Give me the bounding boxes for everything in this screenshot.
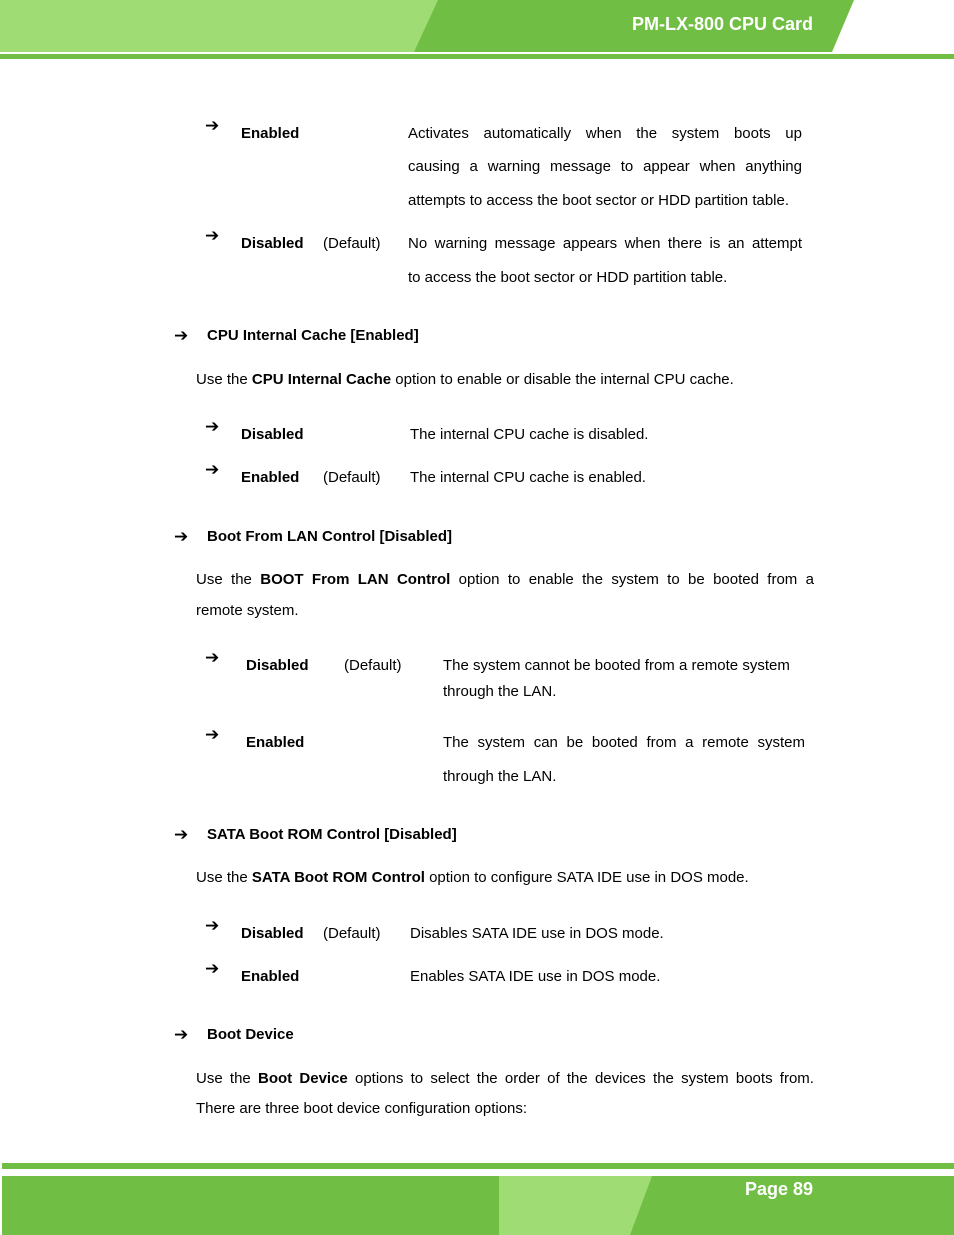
- section-intro: Use the CPU Internal Cache option to enable or disable the internal CPU cache.: [196, 371, 734, 388]
- arrow-icon: ➔: [205, 226, 220, 245]
- option-label: Enabled: [241, 469, 300, 486]
- default-tag: (Default): [344, 657, 402, 674]
- option-description: through the LAN.: [443, 768, 557, 785]
- footer-rule: [2, 1163, 954, 1169]
- option-label: Enabled: [241, 125, 300, 142]
- arrow-icon: ➔: [205, 725, 220, 744]
- option-label: Disabled: [241, 426, 304, 443]
- option-description: The internal CPU cache is enabled.: [410, 469, 646, 486]
- header-rule: [0, 54, 954, 59]
- option-label: Disabled: [241, 925, 304, 942]
- default-tag: (Default): [323, 235, 381, 252]
- option-description: Enables SATA IDE use in DOS mode.: [410, 968, 661, 985]
- footer-band-light: [499, 1176, 652, 1235]
- option-description: causing a warning message to appear when anything: [408, 158, 802, 175]
- section-intro: Use the SATA Boot ROM Control option to configure SATA IDE use in DOS mode.: [196, 869, 749, 886]
- option-description: Disables SATA IDE use in DOS mode.: [410, 925, 664, 942]
- option-label: Disabled: [246, 657, 309, 674]
- option-label: Enabled: [241, 968, 300, 985]
- option-description: The internal CPU cache is disabled.: [410, 426, 649, 443]
- section-intro: Use the BOOT From LAN Control option to enable the system to be booted from a: [196, 571, 814, 588]
- arrow-icon: ➔: [205, 916, 220, 935]
- section-intro: Use the Boot Device options to select the order of the devices the system boots from.: [196, 1070, 814, 1087]
- arrow-icon: ➔: [205, 959, 220, 978]
- option-description: to access the boot sector or HDD partition table.: [408, 269, 728, 286]
- section-intro: There are three boot device configuration options:: [196, 1100, 528, 1117]
- option-description: Activates automatically when the system boots up: [408, 125, 802, 142]
- arrow-icon: ➔: [205, 116, 220, 135]
- arrow-icon: ➔: [205, 648, 220, 667]
- default-tag: (Default): [323, 925, 381, 942]
- section-heading: Boot From LAN Control [Disabled]: [207, 528, 452, 545]
- option-label: Enabled: [246, 734, 305, 751]
- option-description: No warning message appears when there is an attempt: [408, 235, 802, 252]
- option-label: Disabled: [241, 235, 304, 252]
- default-tag: (Default): [323, 469, 381, 486]
- option-description: The system can be booted from a remote system: [443, 734, 805, 751]
- arrow-icon: ➔: [205, 460, 220, 479]
- option-description: through the LAN.: [443, 683, 557, 700]
- section-heading: Boot Device: [207, 1026, 294, 1043]
- option-description: attempts to access the boot sector or HDD partition table.: [408, 192, 790, 209]
- section-heading: CPU Internal Cache [Enabled]: [207, 327, 419, 344]
- arrow-icon: ➔: [174, 1025, 189, 1044]
- arrow-icon: ➔: [205, 417, 220, 436]
- arrow-icon: ➔: [174, 326, 189, 345]
- arrow-icon: ➔: [174, 825, 189, 844]
- header-band-light: [0, 0, 440, 52]
- page-number: Page 89: [744, 1179, 813, 1199]
- section-heading: SATA Boot ROM Control [Disabled]: [207, 826, 457, 843]
- header-title: PM-LX-800 CPU Card: [631, 14, 813, 34]
- arrow-icon: ➔: [174, 527, 189, 546]
- option-description: The system cannot be booted from a remote system: [443, 657, 790, 674]
- section-intro: remote system.: [196, 602, 299, 619]
